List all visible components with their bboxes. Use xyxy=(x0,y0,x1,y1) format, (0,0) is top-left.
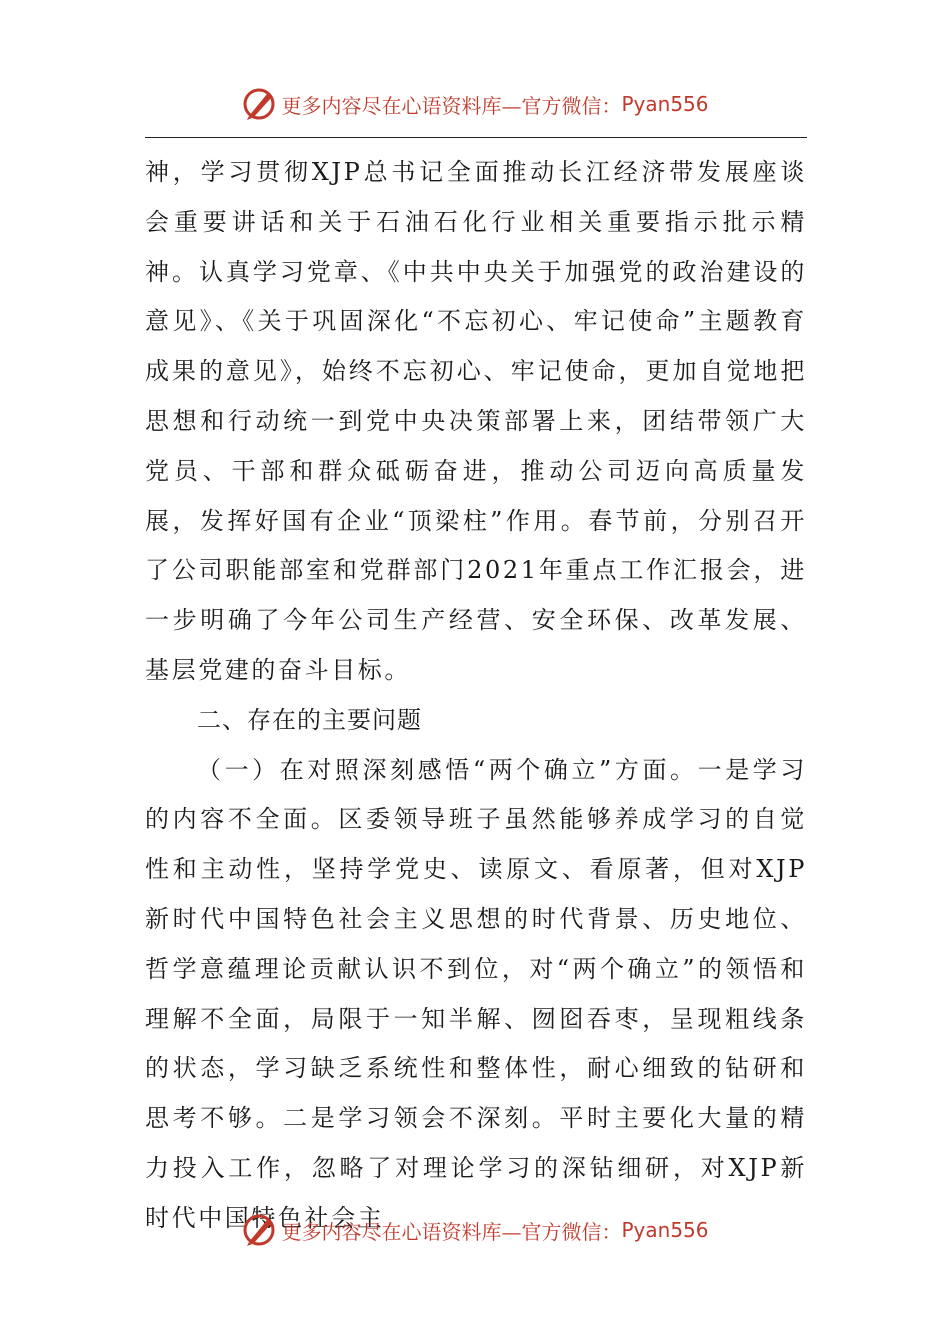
body-paragraph-2: （一）在对照深刻感悟“两个确立”方面。一是学习的内容不全面。区委领导班子虽然能够养成学习的自觉性和主动性，坚持学党史、读原文、看原著，但对XJP新时代中国特色社会主义思想的时代背景、历史地位、哲学意蕴理论贡献认识不到位，对“两个确立”的领悟和理解不全面，局限于一知半解、囫囵吞枣，呈现粗线条的状态，学习缺乏系统性和整体性，耐心细致的钻研和思考不够。二是学习领会不深刻。平时主要化大量的精力投入工作，忽略了对理论学习的深钻细研，对XJP新时代中国特色社会主 xyxy=(145,755,807,1232)
footer-banner xyxy=(0,1210,950,1250)
pen-logo-icon xyxy=(241,1212,277,1248)
pen-logo-icon xyxy=(241,86,277,122)
body-paragraph-1: 神，学习贯彻XJP总书记全面推动长江经济带发展座谈会重要讲话和关于石油石化行业相关重要指示批示精神。认真学习党章、《中共中央关于加强党的政治建设的意见》、《关于巩固深化“不忘初心、牢记使命”主题教育成果的意见》，始终不忘初心、牢记使命，更加自觉地把思想和行动统一到党中央决策部署上来，团结带领广大党员、干部和群众砥砺奋进，推动公司迈向高质量发展，发挥好国有企业“顶梁柱”作用。春节前，分别召开了公司职能部室和党群部门2021年重点工作汇报会，进一步明确了今年公司生产经营、安全环保、改革发展、基层党建的奋斗目标。 xyxy=(145,158,807,684)
header-wechat-id: Pyan556 xyxy=(621,92,709,116)
header-banner xyxy=(0,84,950,124)
header-banner-text: 更多内容尽在心语资料库—官方微信： xyxy=(281,93,622,118)
footer-wechat-id: Pyan556 xyxy=(621,1218,709,1242)
document-body xyxy=(145,148,807,1244)
section-heading: 二、存在的主要问题 xyxy=(197,705,422,734)
footer-banner-text: 更多内容尽在心语资料库—官方微信： xyxy=(281,1219,622,1244)
header-rule xyxy=(145,137,807,138)
